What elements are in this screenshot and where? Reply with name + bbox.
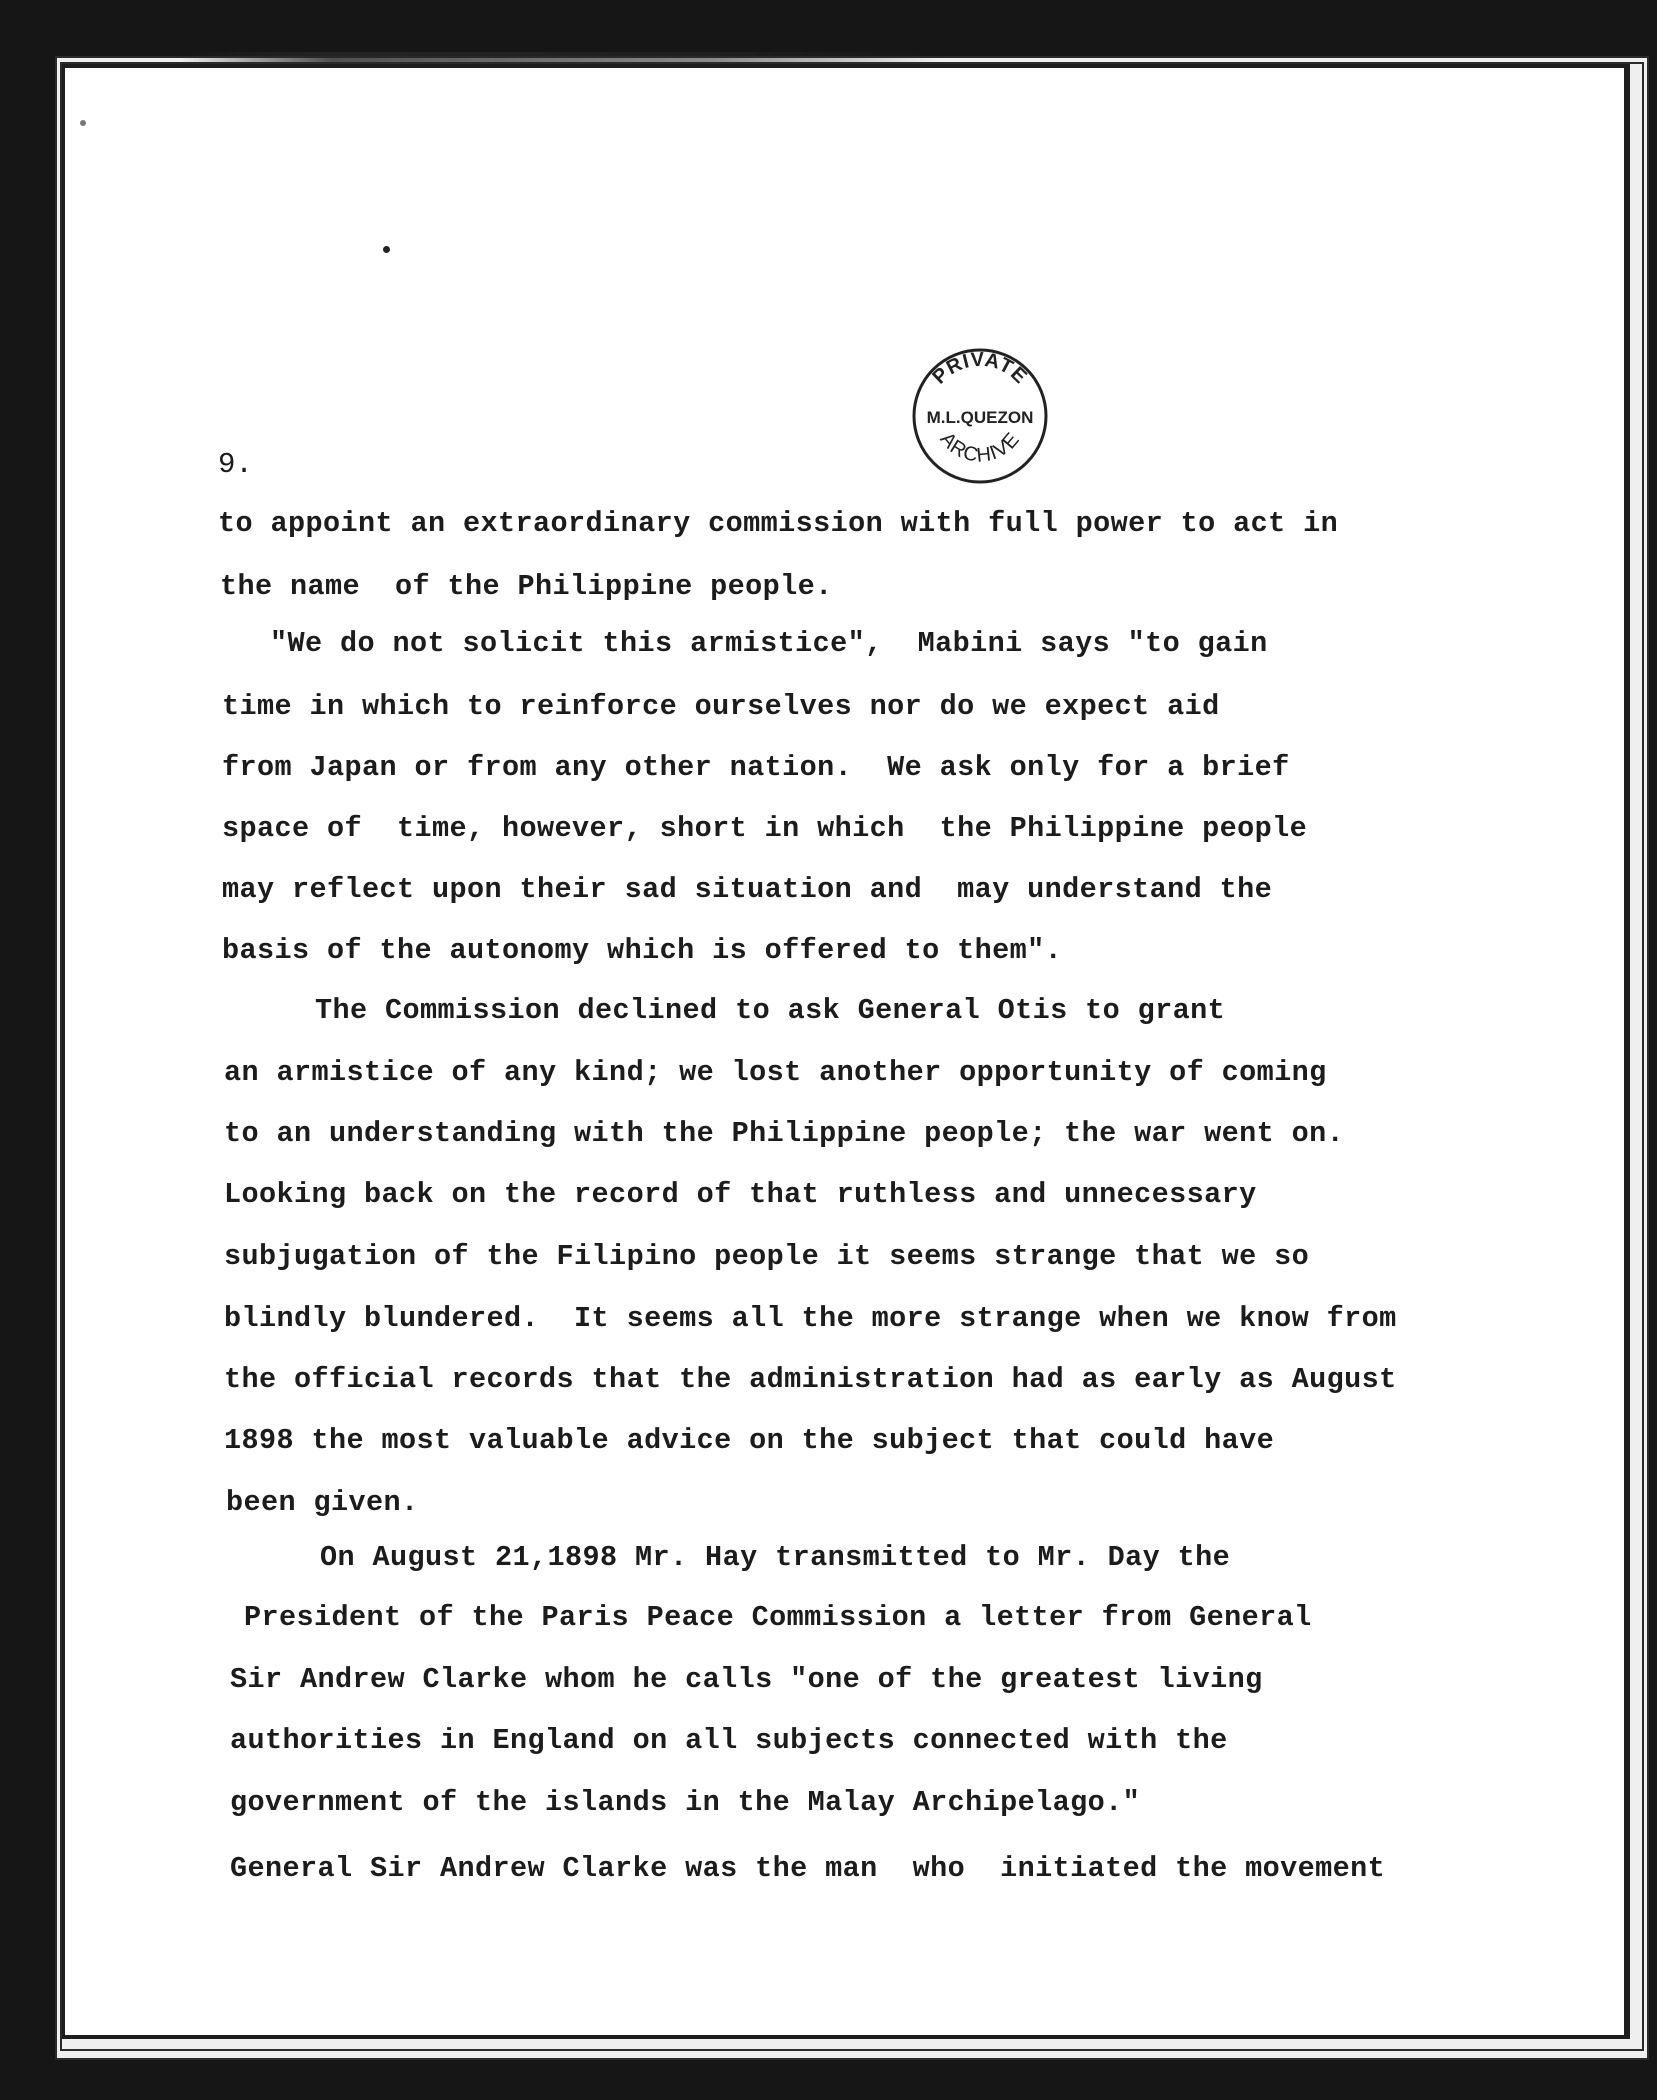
text-line: an armistice of any kind; we lost another opportunity of coming — [224, 1056, 1327, 1089]
archive-stamp — [910, 346, 1050, 486]
text-line: been given. — [226, 1486, 419, 1519]
stamp-bottom-text: ARCHIVE — [935, 428, 1025, 467]
page-number: 9. — [218, 448, 253, 481]
text-line: from Japan or from any other nation. We ask only for a brief — [222, 751, 1290, 784]
text-line: General Sir Andrew Clarke was the man who initiated the movement — [230, 1852, 1386, 1885]
text-line: blindly blundered. It seems all the more strange when we know from — [224, 1302, 1397, 1335]
scan-smudge — [180, 52, 940, 62]
text-line: basis of the autonomy which is offered to them". — [222, 934, 1063, 967]
text-line: Sir Andrew Clarke whom he calls "one of the greatest living — [230, 1663, 1263, 1696]
text-line: subjugation of the Filipino people it seems strange that we so — [224, 1240, 1310, 1273]
stamp-center-text: M.L.QUEZON — [926, 408, 1034, 427]
text-line: may reflect upon their sad situation and may understand the — [222, 873, 1273, 906]
text-line: the name of the Philippine people. — [220, 570, 833, 603]
text-line: "We do not solicit this armistice", Mabini says "to gain — [270, 627, 1268, 660]
text-line: to appoint an extraordinary commission with full power to act in — [218, 507, 1339, 540]
text-line: to an understanding with the Philippine people; the war went on. — [224, 1117, 1345, 1150]
text-line: authorities in England on all subjects connected with the — [230, 1724, 1228, 1757]
text-line: space of time, however, short in which the Philippine people — [222, 812, 1308, 845]
text-line: President of the Paris Peace Commission a letter from General — [244, 1601, 1312, 1634]
text-line: the official records that the administration had as early as August — [224, 1363, 1397, 1396]
paper-speck — [80, 120, 86, 126]
text-line: time in which to reinforce ourselves nor do we expect aid — [222, 690, 1220, 723]
text-line: Looking back on the record of that ruthless and unnecessary — [224, 1178, 1257, 1211]
text-line: The Commission declined to ask General Otis to grant — [315, 994, 1226, 1027]
paper-speck — [383, 246, 390, 253]
stamp-top-text: PRIVATE — [928, 348, 1032, 389]
text-line: government of the islands in the Malay Archipelago." — [230, 1786, 1141, 1819]
text-line: 1898 the most valuable advice on the subject that could have — [224, 1424, 1275, 1457]
text-line: On August 21,1898 Mr. Hay transmitted to Mr. Day the — [320, 1541, 1231, 1574]
